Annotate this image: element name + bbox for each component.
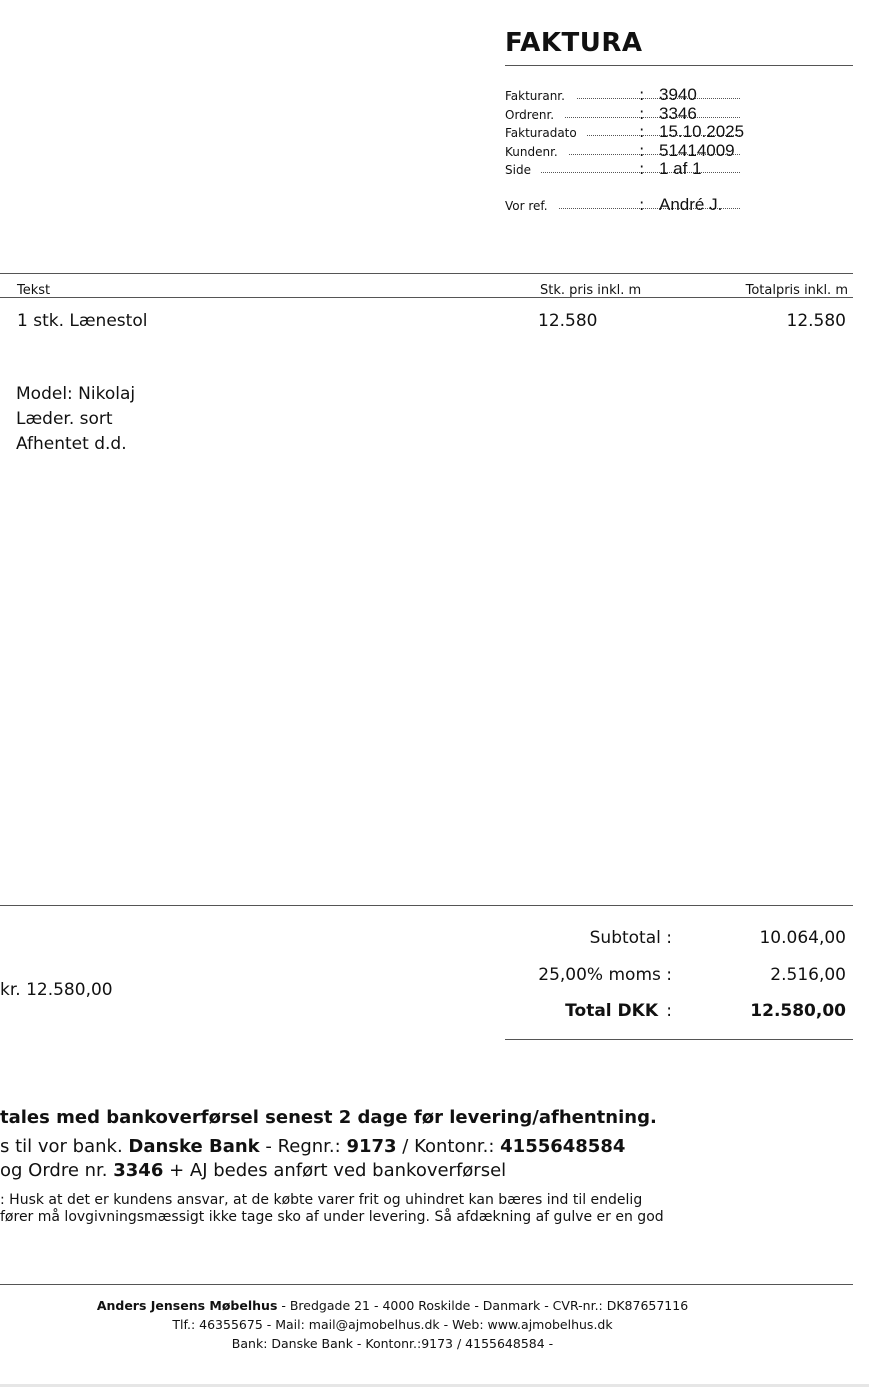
meta-value: 51414009: [659, 141, 735, 160]
meta-colon: :: [639, 122, 645, 141]
payment-terms: tales med bankoverførsel senest 2 dage før levering/afhentning.: [0, 1107, 657, 1128]
company-address: - Bredgade 21 - 4000 Roskilde - Danmark - CVR-nr.: DK87657116: [277, 1298, 689, 1313]
subtotal-value: 10.064,00: [759, 928, 846, 948]
meta-label: Ordrenr.: [505, 108, 555, 122]
vat-value: 2.516,00: [770, 965, 846, 985]
order-reference-line: [0, 1160, 506, 1181]
column-header-unit-price: Stk. pris inkl. m: [540, 283, 642, 298]
subtotal-label: Subtotal :: [589, 928, 672, 948]
meta-invoice-number: [505, 87, 740, 105]
bank-name: Danske Bank: [128, 1136, 260, 1157]
footer-bank-line: Bank: Danske Bank - Kontonr.:9173 / 4155648584 -: [231, 1336, 554, 1351]
line-item-text: 1 stk. Lænestol: [17, 311, 148, 331]
meta-value: 1 af 1: [659, 159, 702, 178]
table-top-rule: [0, 273, 853, 274]
meta-label: Side: [505, 163, 531, 177]
regnr-value: 9173: [346, 1136, 397, 1157]
totals-bottom-rule: [505, 1039, 853, 1040]
order-suffix: + AJ bedes anført ved bankoverførsel: [163, 1160, 507, 1181]
kontonr-label: / Kontonr.:: [396, 1136, 501, 1157]
kontonr-value: 4155648584: [500, 1136, 626, 1157]
footer-company-line: [0, 1298, 827, 1313]
description-line: Afhentet d.d.: [16, 434, 127, 454]
title-underline: [505, 65, 853, 66]
footer-contact-line: Tlf.: 46355675 - Mail: mail@ajmobelhus.dk - Web: www.ajmobelhus.dk: [172, 1317, 613, 1332]
description-line: Model: Nikolaj: [16, 384, 136, 404]
regnr-label: - Regnr.:: [259, 1136, 347, 1157]
total-colon: :: [666, 1001, 672, 1021]
meta-label: Kundenr.: [505, 145, 558, 159]
line-item-total-price: 12.580: [786, 311, 846, 331]
meta-colon: :: [639, 141, 645, 160]
total-value: 12.580,00: [750, 1001, 846, 1021]
meta-label: Fakturanr.: [505, 89, 565, 103]
meta-value: 3346: [659, 104, 697, 123]
meta-colon: :: [639, 104, 645, 123]
order-prefix: og Ordre nr.: [0, 1160, 114, 1181]
line-item-unit-price: 12.580: [538, 311, 598, 331]
vat-label: 25,00% moms :: [538, 965, 672, 985]
column-header-total-price: Totalpris inkl. m: [745, 283, 848, 298]
company-name: Anders Jensens Møbelhus: [96, 1298, 278, 1313]
meta-value: 3940: [659, 85, 697, 104]
meta-our-reference: [505, 197, 740, 215]
total-label: Total DKK: [565, 1001, 658, 1021]
order-number: 3346: [113, 1160, 164, 1181]
meta-label: Fakturadato: [505, 126, 577, 140]
delivery-note: fører må lovgivningsmæssigt ikke tage sko af under levering. Så afdækning af gulve er en god: [0, 1209, 664, 1225]
meta-colon: :: [639, 159, 645, 178]
meta-customer-number: [505, 143, 740, 161]
meta-colon: :: [639, 85, 645, 104]
description-line: Læder. sort: [16, 409, 113, 429]
table-header-rule: [0, 297, 853, 298]
invoice-title: FAKTURA: [505, 28, 643, 58]
meta-invoice-date: [505, 122, 745, 142]
column-header-text: Tekst: [17, 283, 51, 298]
left-total-amount: kr. 12.580,00: [0, 980, 113, 1000]
totals-top-rule: [0, 905, 853, 906]
meta-page: [505, 161, 740, 179]
delivery-note: : Husk at det er kundens ansvar, at de købte varer frit og uhindret kan bæres ind til endelig: [0, 1192, 643, 1208]
meta-colon: :: [639, 195, 645, 214]
footer-rule: [0, 1284, 853, 1285]
meta-label: Vor ref.: [505, 199, 548, 213]
meta-value: André J.: [659, 195, 723, 214]
bank-details-line: [0, 1136, 625, 1157]
dot-leader: [565, 117, 740, 118]
meta-value: 15.10.2025: [659, 122, 745, 141]
bank-prefix: s til vor bank.: [0, 1136, 129, 1157]
